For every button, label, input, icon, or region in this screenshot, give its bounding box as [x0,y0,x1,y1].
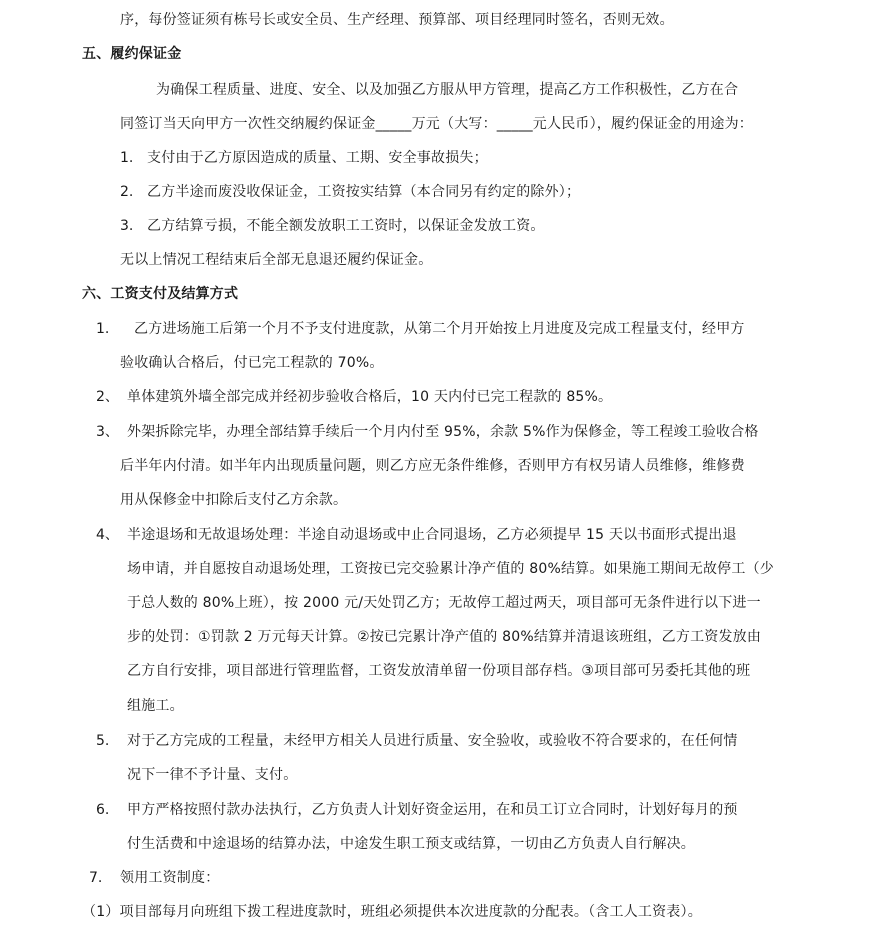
section-6-item-3-number: 3、 [96,424,119,440]
section-6-item-5-number: 5. [96,733,110,749]
section-6-item-4-number: 4、 [96,527,119,543]
section-5-item-1-text: 支付由于乙方原因造成的质量、工期、安全事故损失； [147,150,488,166]
section-6-sub-item-1: （1）项目部每月向班组下拨工程进度款时，班组必须提供本次进度款的分配表。（含工人工资表）。 [82,904,702,920]
section-6-heading: 六、工资支付及结算方式 [82,286,239,302]
section-6-item-6-line-1: 甲方严格按照付款办法执行，乙方负责人计划好资金运用，在和员工订立合同时，计划好每月的预 [127,802,738,818]
section-6-item-1-line-2: 验收确认合格后，付已完工程款的 70%。 [120,355,384,371]
section-6-item-2-number: 2、 [96,389,119,405]
section-6-item-5-line-1: 对于乙方完成的工程量，未经甲方相关人员进行质量、安全验收，或验收不符合要求的，在任何情 [127,733,738,749]
section-5-item-1-number: 1. [120,150,134,166]
section-5-item-3-text: 乙方结算亏损，不能全额发放职工工资时，以保证金发放工资。 [147,218,545,234]
section-6-item-4-line-6: 组施工。 [127,698,184,714]
section-6-item-1-line-1: 乙方进场施工后第一个月不予支付进度款，从第二个月开始按上月进度及完成工程量支付，经甲方 [134,321,745,337]
section-6-item-4-line-2: 场申请，并自愿按自动退场处理，工资按已完交验累计净产值的 80%结算。如果施工期间无故停工（少 [127,561,774,577]
section-6-item-6-number: 6. [96,802,110,818]
section-6-item-3-line-2: 后半年内付清。如半年内出现质量问题，则乙方应无条件维修，否则甲方有权另请人员维修，维修费 [120,458,745,474]
section-6-item-4-line-5: 乙方自行安排，项目部进行管理监督，工资发放清单留一份项目部存档。③项目部可另委托其他的班 [127,663,751,679]
section-6-item-5-line-2: 况下一律不予计量、支付。 [127,767,298,783]
section-6-item-7-line-1: 领用工资制度： [120,870,220,886]
section-5-heading: 五、履约保证金 [82,46,182,62]
section-5-paragraph-line-1: 为确保工程质量、进度、安全、以及加强乙方服从甲方管理，提高乙方工作积极性，乙方在合 [156,82,739,98]
section-5-item-3-number: 3. [120,218,134,234]
section-5-item-2-text: 乙方半途而废没收保证金，工资按实结算（本合同另有约定的除外）； [147,184,581,200]
section-6-item-6-line-2: 付生活费和中途退场的结算办法，中途发生职工预支或结算，一切由乙方负责人自行解决。 [127,836,695,852]
section-6-item-4-line-4: 步的处罚：①罚款 2 万元每天计算。②按已完累计净产值的 80%结算并清退该班组，乙方工资发放由 [127,629,762,645]
section-5-item-2-number: 2. [120,184,134,200]
intro-tail-text: 序，每份签证须有栋号长或安全员、生产经理、预算部、项目经理同时签名，否则无效。 [120,12,674,28]
section-6-item-3-line-1: 外架拆除完毕，办理全部结算手续后一个月内付至 95%，余款 5%作为保修金，等工程竣工验收合格 [127,424,759,440]
section-5-paragraph-line-2: 同签订当天向甲方一次性交纳履约保证金_____万元（大写：_____元人民币），履约保证金的用途为： [120,116,753,132]
section-6-item-4-line-1: 半途退场和无故退场处理：半途自动退场或中止合同退场，乙方必须提早 15 天以书面形式提出退 [127,527,737,543]
section-6-item-4-line-3: 于总人数的 80%上班），按 2000 元/天处罚乙方；无故停工超过两天，项目部可无条件进行以下进一 [127,595,761,611]
section-6-item-1-number: 1. [96,321,110,337]
section-6-item-7-number: 7. [89,870,103,886]
section-6-item-2-line-1: 单体建筑外墙全部完成并经初步验收合格后，10 天内付已完工程款的 85%。 [127,389,613,405]
section-6-item-3-line-3: 用从保修金中扣除后支付乙方余款。 [120,492,348,508]
section-5-closing: 无以上情况工程结束后全部无息退还履约保证金。 [120,252,433,268]
